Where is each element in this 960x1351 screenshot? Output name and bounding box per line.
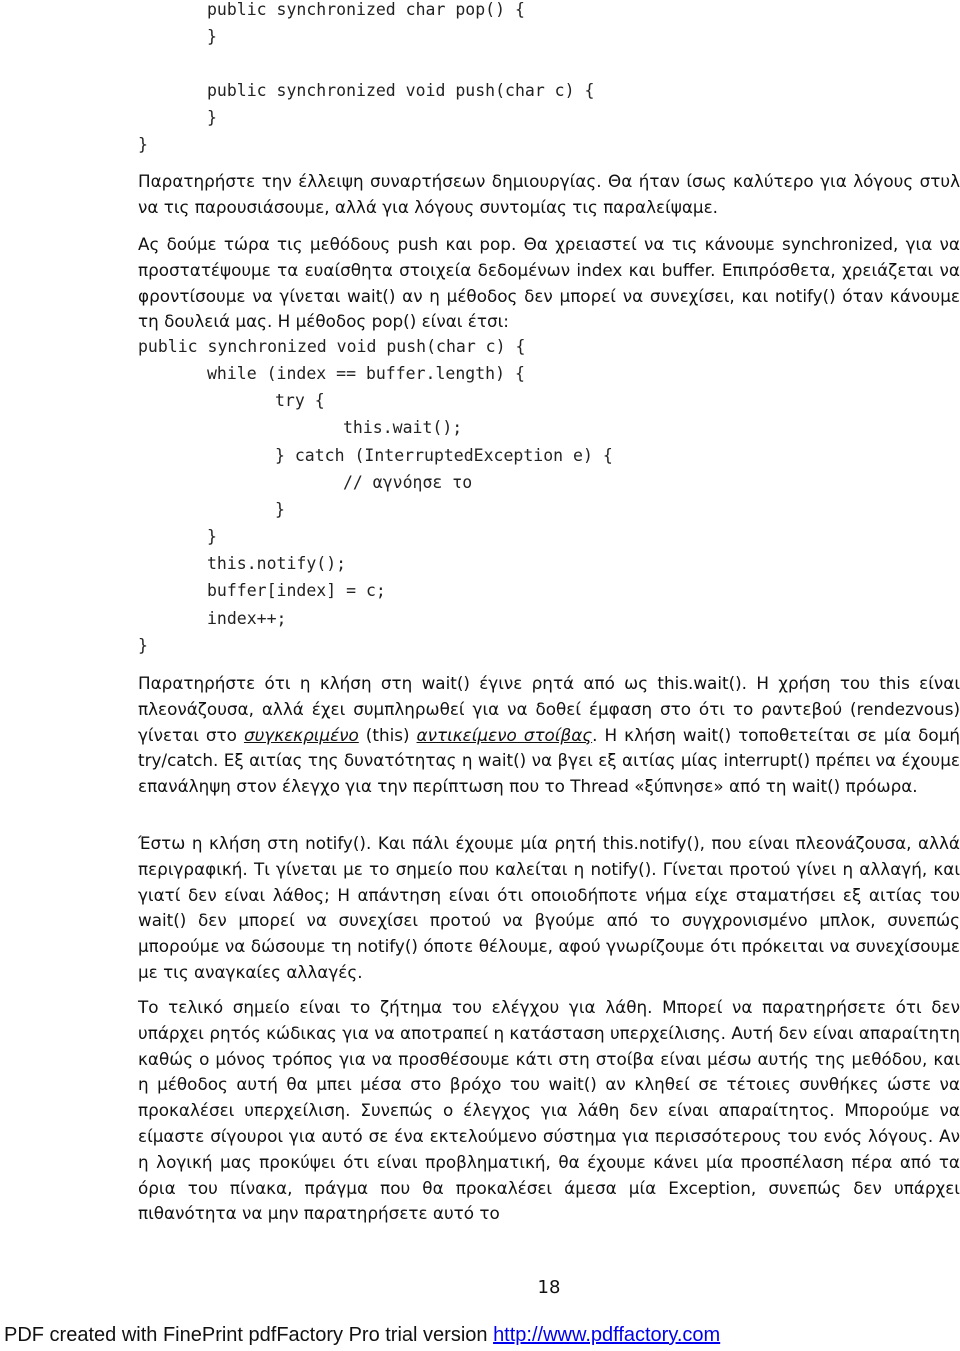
code-line: public synchronized char pop() { <box>207 0 525 19</box>
paragraph: Το τελικό σημείο είναι το ζήτημα του ελέγχου για λάθη. Μπορεί να παρατηρήσετε ότι δεν υπάρχει ρητός κώδικας για να αποτραπεί η κατάσταση υπερχείλισης. Αυτή δεν είναι απαραίτητη καθώς ο μόνος τρόπος για να προσθέσουμε κάτι στη στοίβα είναι μέσω αυτής της μεθόδου, και η μέθοδος αυτή θα μπει μέσα στο βρόχο του wait() αν κληθεί σε τέτοιες συνθήκες ώστε να προκαλέσει υπερχείλιση. Συνεπώς ο έλεγχος για λάθη δεν είναι απαραίτητος. Μπορούμε να είμαστε σίγουροι για αυτό σε ένα εκτελούμενο σύστημα για περισσότερους του ενός λόγους. Αν η λογική μας προκύψει ότι είναι προβληματική, θα έχουμε κάνει μία προσπέλαση πέρα από τα όρια του πίνακα, πράγμα που θα προκαλέσει άμεσα μία Exception, συνεπώς δεν υπάρχει πιθανότητα να μην παρατηρήσετε αυτό το <box>138 997 960 1224</box>
code-line: this.wait(); <box>343 418 463 437</box>
paragraph-text: (this) <box>358 724 417 745</box>
paragraph <box>138 671 960 800</box>
code-line: } <box>207 108 217 127</box>
page-number: 18 <box>537 1277 561 1298</box>
paragraph: Παρατηρήστε την έλλειψη συναρτήσεων δημιουργίας. Θα ήταν ίσως καλύτερο για λόγους στυλ να τις παρουσιάσουμε, αλλά για λόγους συντομίας τις παραλείψαμε. <box>138 171 960 217</box>
code-line: } catch (InterruptedException e) { <box>275 446 613 465</box>
paragraph-text: . Η κλήση wait() τοποθετείται σε μία δομή try/catch. Εξ αιτίας της δυνατότητας η wait() να βγει εξ αιτίας μίας interrupt() πρέπει να έχουμε επανάληψη στον έλεγχο για την περίπτωση που το Thread «ξύπνησε» από τη wait() πρόωρα. <box>138 724 960 797</box>
emphasis-text: αντικείμενο στοίβας <box>416 724 593 745</box>
code-line: buffer[index] = c; <box>207 581 386 600</box>
paragraph: Ας δούμε τώρα τις μεθόδους push και pop. Θα χρειαστεί να τις κάνουμε synchronized, για να προστατέψουμε τα ευαίσθητα στοιχεία δεδομένων index και buffer. Επιπρόσθετα, χρειάζεται να φροντίσουμε να γίνεται wait() αν η μέθοδος δεν μπορεί να συνεχίσει, και notify() όταν κάνουμε τη δουλειά μας. Η μέθοδος pop() είναι έτσι: <box>138 234 960 332</box>
code-line: public synchronized void push(char c) { <box>138 337 526 356</box>
code-line: index++; <box>207 609 287 628</box>
code-line: public synchronized void push(char c) { <box>207 81 595 100</box>
footer-text: PDF created with FinePrint pdfFactory Pro trial version <box>4 1324 494 1346</box>
code-line: } <box>275 500 285 519</box>
code-line: // αγνόησε το <box>343 473 473 492</box>
footer <box>4 1324 720 1347</box>
code-line: } <box>207 527 217 546</box>
emphasis-text: συγκεκριμένο <box>243 724 359 745</box>
code-line: while (index == buffer.length) { <box>207 364 525 383</box>
footer-link[interactable]: http://www.pdffactory.com <box>493 1324 721 1346</box>
code-line: } <box>138 636 148 655</box>
code-line: try { <box>275 391 325 410</box>
code-line: } <box>138 135 148 154</box>
code-line: this.notify(); <box>207 554 347 573</box>
paragraph: Έστω η κλήση στη notify(). Και πάλι έχουμε μία ρητή this.notify(), που είναι πλεονάζουσα, αλλά περιγραφική. Τι γίνεται με το σημείο που καλείται η notify(). Γίνεται προτού γίνει η αλλαγή, και γιατί δεν είναι λάθος; Η απάντηση είναι ότι οποιοδήποτε νήμα είχε σταματήσει εξ αιτίας του wait() δεν μπορεί να συνεχίσει προτού να βγούμε από το συγχρονισμένο μπλοκ, συνεπώς μπορούμε να δώσουμε τη notify() όποτε θέλουμε, αφού γνωρίζουμε ότι πρόκειται να συνεχίσουμε με τις αναγκαίες αλλαγές. <box>138 833 960 982</box>
code-line: } <box>207 27 217 46</box>
paragraph-text: Παρατηρήστε ότι η κλήση στη wait() έγινε ρητά από ως this.wait(). Η χρήση του this είναι πλεονάζουσα, αλλά έχει συμπληρωθεί για να δοθεί έμφαση στο ότι το ραντεβού (rendezvous) γίνεται στο <box>138 673 960 745</box>
